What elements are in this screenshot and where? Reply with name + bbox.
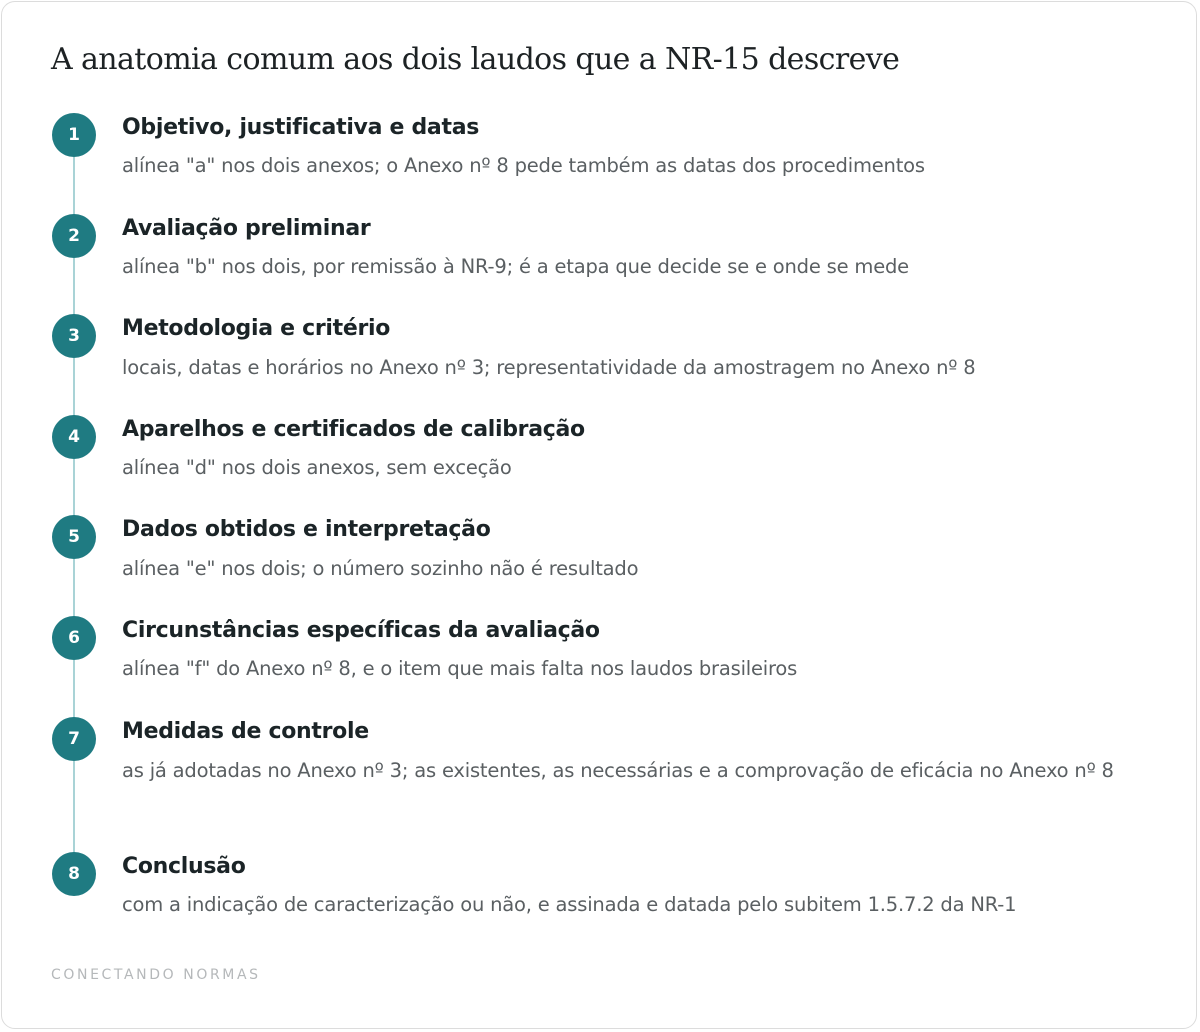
step-number-badge: 4 [52,415,96,459]
step-description: alínea "f" do Anexo nº 8, e o item que mais falta nos laudos brasileiros [122,657,798,680]
step-description: alínea "e" nos dois; o número sozinho não é resultado [122,557,639,580]
step-title: Objetivo, justificativa e datas [122,115,480,140]
step-title: Metodologia e critério [122,316,391,341]
card [1,1,1197,1029]
step-description: com a indicação de caracterização ou não, e assinada e datada pelo subitem 1.5.7.2 da NR-1 [122,893,1017,916]
timeline-connector [73,660,75,721]
step-number-badge: 8 [52,852,96,896]
step-description: locais, datas e horários no Anexo nº 3; representatividade da amostragem no Anexo nº 8 [122,356,976,379]
step-number-badge: 3 [52,314,96,358]
step-description: as já adotadas no Anexo nº 3; as existentes, as necessárias e a comprovação de eficácia no Anexo nº 8 [122,759,1114,782]
footer-brand: CONECTANDO NORMAS [51,967,261,983]
step-description: alínea "a" nos dois anexos; o Anexo nº 8 pede também as datas dos procedimentos [122,154,925,177]
step-title: Circunstâncias específicas da avaliação [122,618,600,643]
timeline-connector [73,459,75,520]
step-description: alínea "d" nos dois anexos, sem exceção [122,456,512,479]
step-number-badge: 1 [52,113,96,157]
step-title: Medidas de controle [122,719,369,744]
step-number-badge: 7 [52,717,96,761]
step-title: Dados obtidos e interpretação [122,517,491,542]
timeline-connector [73,157,75,218]
page-title: A anatomia comum aos dois laudos que a NR-15 descreve [51,42,900,77]
timeline-connector [73,358,75,419]
step-number-badge: 2 [52,214,96,258]
timeline-connector [73,559,75,621]
step-number-badge: 5 [52,515,96,559]
step-description: alínea "b" nos dois, por remissão à NR-9; é a etapa que decide se e onde se mede [122,255,909,278]
timeline-connector [73,258,75,319]
timeline-connector [73,761,75,856]
step-title: Conclusão [122,854,246,879]
step-number-badge: 6 [52,616,96,660]
step-title: Aparelhos e certificados de calibração [122,417,585,442]
step-title: Avaliação preliminar [122,216,371,241]
